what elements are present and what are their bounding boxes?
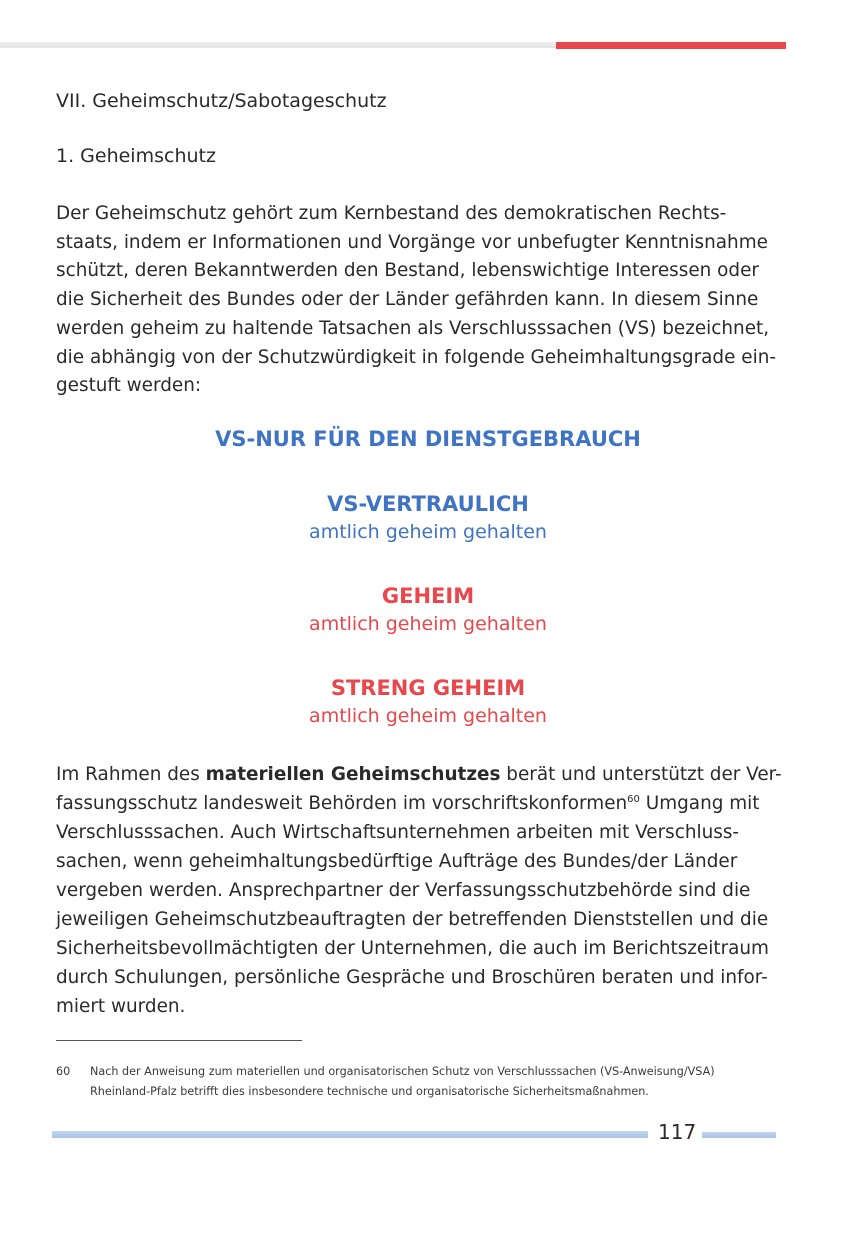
body-line: durch Schulungen, persönliche Gespräche und Broschüren beraten und infor-: [56, 967, 768, 988]
classification-level-title: VS-VERTRAULICH: [327, 492, 529, 516]
header-rule-red: [556, 42, 786, 49]
body-text-span: fassungsschutz landesweit Behörden im vorschriftskonformen: [56, 793, 628, 814]
intro-paragraph: [56, 200, 784, 401]
footnote-divider: [56, 1040, 302, 1041]
classification-level-subtitle: amtlich geheim gehalten: [309, 705, 547, 727]
footnote-line: Rheinland-Pfalz betrifft dies insbesondere technische und organisatorische Sicherheitsmaßnahmen.: [90, 1085, 649, 1098]
classification-level-title: VS-NUR FÜR DEN DIENSTGEBRAUCH: [215, 427, 641, 451]
body-line: Sicherheitsbevollmächtigten der Unternehmen, die auch im Berichtszeitraum: [56, 938, 769, 959]
body-text-span: Im Rahmen des: [56, 764, 206, 785]
intro-line: die abhängig von der Schutzwürdigkeit in folgende Geheimhaltungsgrade ein-: [56, 346, 776, 368]
intro-line: staats, indem er Informationen und Vorgänge vor unbefugter Kenntnisnahme: [56, 231, 768, 253]
classification-level-title: STRENG GEHEIM: [330, 676, 526, 700]
footnote-reference[interactable]: 60: [627, 794, 640, 805]
body-line: miert wurden.: [56, 996, 186, 1017]
footnote-number: 60: [56, 1065, 71, 1078]
intro-line: schützt, deren Bekanntwerden den Bestand, lebenswichtige Interessen oder: [56, 260, 759, 282]
body-paragraph: [56, 760, 794, 1021]
intro-line: die Sicherheit des Bundes oder der Länder gefährden kann. In diesem Sinne: [56, 289, 759, 311]
footnote-line: Nach der Anweisung zum materiellen und organisatorischen Schutz von Verschlusssachen (VS-Anweisung/VSA): [90, 1065, 715, 1078]
body-bold-term: materiellen Geheimschutzes: [205, 764, 501, 785]
intro-line: werden geheim zu haltende Tatsachen als Verschlusssachen (VS) bezeichnet,: [56, 317, 770, 339]
classification-level-title: GEHEIM: [381, 584, 475, 608]
intro-line: gestuft werden:: [56, 375, 202, 397]
body-line: [56, 760, 794, 789]
classification-level-vs-vertraulich: [0, 490, 856, 546]
classification-level-subtitle: amtlich geheim gehalten: [309, 521, 547, 543]
subsection-title: 1. Geheimschutz: [56, 145, 216, 167]
footer-rule-blue: [52, 1131, 648, 1138]
intro-line: Der Geheimschutz gehört zum Kernbestand des demokratischen Rechts-: [56, 203, 727, 224]
section-title: VII. Geheimschutz/Sabotageschutz: [56, 90, 387, 112]
footnote-text: [90, 1062, 780, 1102]
classification-level-subtitle: amtlich geheim gehalten: [309, 613, 547, 635]
footer-rule-blue-right: [702, 1132, 776, 1138]
body-line: vergeben werden. Ansprechpartner der Verfassungsschutzbehörde sind die: [56, 880, 751, 901]
body-line: Verschlusssachen. Auch Wirtschaftsunternehmen arbeiten mit Verschluss-: [56, 822, 740, 843]
body-line: [56, 789, 794, 818]
header-rule-grey: [0, 42, 556, 48]
classification-level-geheim: [0, 582, 856, 638]
classification-level-streng-geheim: [0, 674, 856, 730]
body-text-span: berät und unterstützt der Ver-: [500, 764, 782, 785]
body-text-span: Umgang mit: [639, 793, 760, 814]
body-line: sachen, wenn geheimhaltungsbedürftige Aufträge des Bundes/der Länder: [56, 851, 738, 872]
page-number: 117: [658, 1120, 697, 1144]
body-line: jeweiligen Geheimschutzbeauftragten der betreffenden Dienststellen und die: [56, 909, 769, 930]
classification-level-vs-nfd: [0, 425, 856, 453]
